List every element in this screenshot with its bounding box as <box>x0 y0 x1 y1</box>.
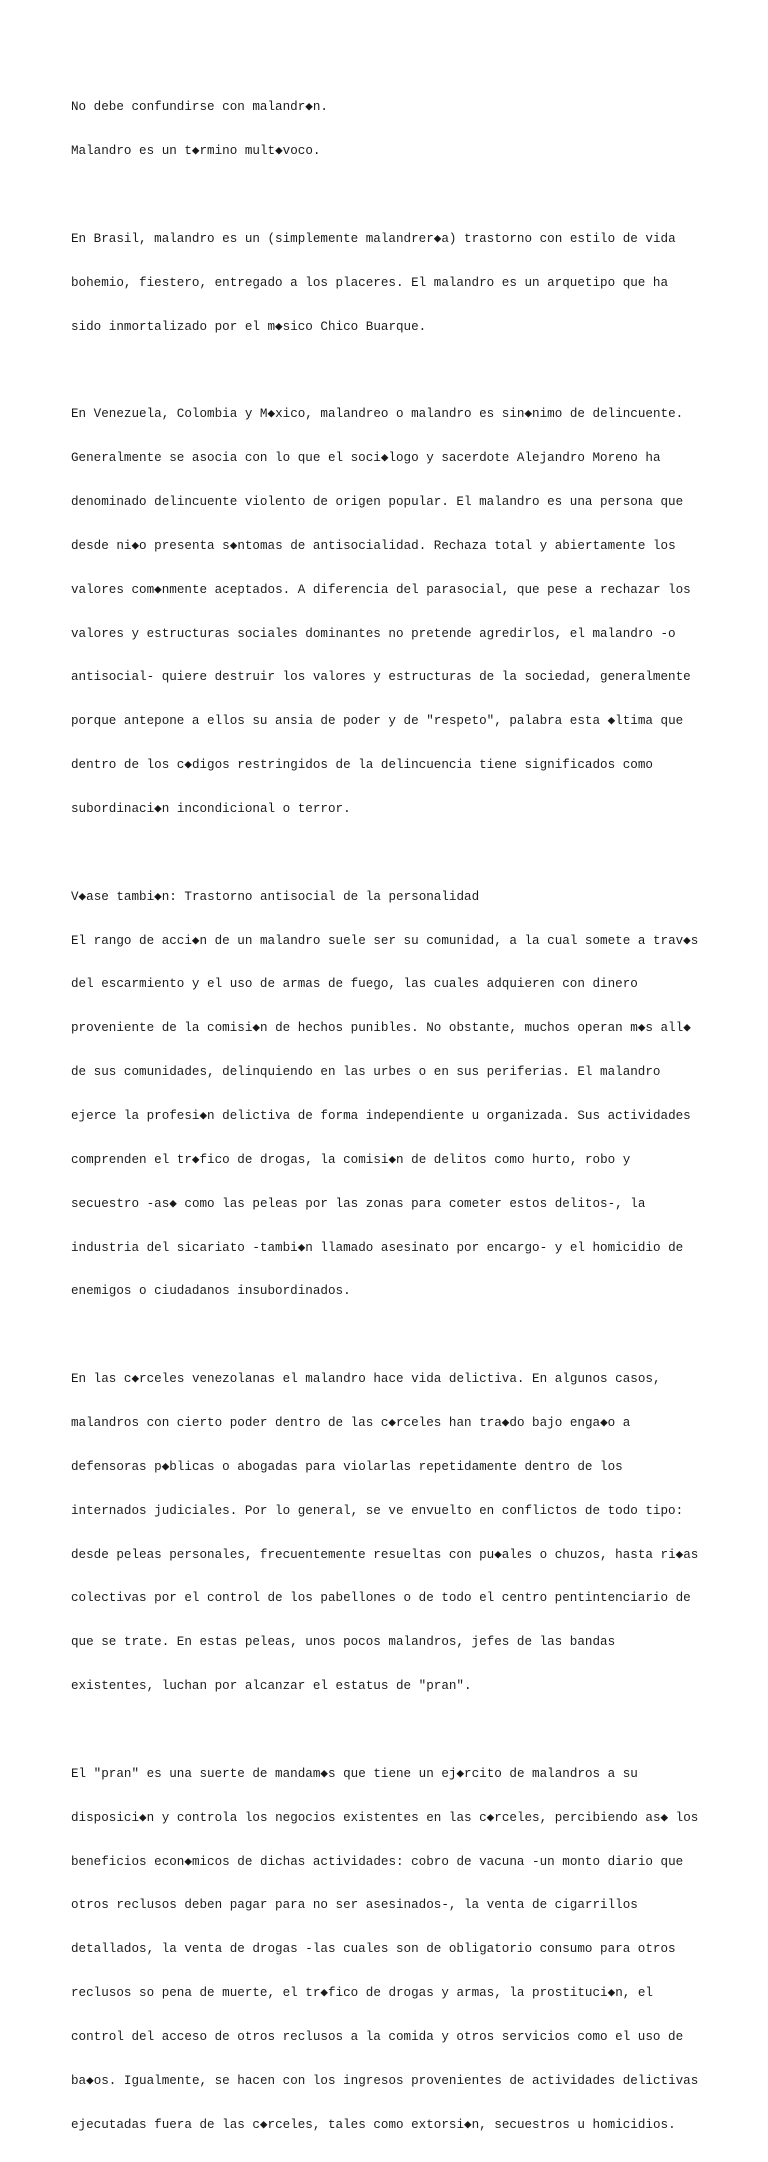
text-line: En Brasil, malandro es un (simplemente malandrer◆a) trastorno con estilo de vida <box>71 231 676 246</box>
text-line: En Venezuela, Colombia y M◆xico, malandreo o malandro es sin◆nimo de delincuente. <box>71 407 684 422</box>
text-line: desde peleas personales, frecuentemente resueltas con pu◆ales o chuzos, hasta ri◆as <box>71 1547 699 1562</box>
text-line: defensoras p◆blicas o abogadas para violarlas repetidamente dentro de los <box>71 1459 623 1474</box>
text-line: ejecutadas fuera de las c◆rceles, tales como extorsi◆n, secuestros u homicidios. <box>71 2117 676 2132</box>
text-line: Generalmente se asocia con lo que el soci◆logo y sacerdote Alejandro Moreno ha <box>71 451 661 466</box>
text-line: El "pran" es una suerte de mandam◆s que tiene un ej◆rcito de malandros a su <box>71 1766 638 1781</box>
text-line: comprenden el tr◆fico de drogas, la comisi◆n de delitos como hurto, robo y <box>71 1152 631 1167</box>
paragraph <box>71 1738 761 2162</box>
text-line: No debe confundirse con malandr◆n. <box>71 100 328 115</box>
text-line: porque antepone a ellos su ansia de poder y de "respeto", palabra esta ◆ltima que <box>71 714 684 729</box>
text-line: proveniente de la comisi◆n de hechos punibles. No obstante, muchos operan m◆s all◆ <box>71 1021 691 1036</box>
text-line: En las c◆rceles venezolanas el malandro hace vida delictiva. En algunos casos, <box>71 1372 661 1387</box>
text-line: del escarmiento y el uso de armas de fuego, las cuales adquieren con dinero <box>71 977 638 992</box>
text-line: bohemio, fiestero, entregado a los placeres. El malandro es un arquetipo que ha <box>71 275 669 290</box>
text-line: reclusos so pena de muerte, el tr◆fico de drogas y armas, la prostituci◆n, el <box>71 1986 653 2001</box>
text-line: El rango de acci◆n de un malandro suele ser su comunidad, a la cual somete a trav◆s <box>71 933 699 948</box>
text-line: valores y estructuras sociales dominantes no pretende agredirlos, el malandro -o <box>71 626 676 641</box>
text-line: beneficios econ◆micos de dichas actividades: cobro de vacuna -un monto diario que <box>71 1854 684 1869</box>
text-line: antisocial- quiere destruir los valores y estructuras de la sociedad, generalmente <box>71 670 691 685</box>
paragraph <box>71 378 761 846</box>
text-line: ejerce la profesi◆n delictiva de forma independiente u organizada. Sus actividades <box>71 1109 691 1124</box>
text-line: malandros con cierto poder dentro de las c◆rceles han tra◆do bajo enga◆o a <box>71 1416 631 1431</box>
text-line: existentes, luchan por alcanzar el estatus de "pran". <box>71 1679 472 1694</box>
text-line: V◆ase tambi◆n: Trastorno antisocial de la personalidad <box>71 889 480 904</box>
text-line: secuestro -as◆ como las peleas por las zonas para cometer estos delitos-, la <box>71 1196 646 1211</box>
text-line: control del acceso de otros reclusos a la comida y otros servicios como el uso de <box>71 2030 684 2045</box>
text-line: denominado delincuente violento de origen popular. El malandro es una persona que <box>71 494 684 509</box>
paragraph <box>71 71 761 188</box>
document-body <box>71 71 761 2162</box>
text-line: subordinaci◆n incondicional o terror. <box>71 802 351 816</box>
text-line: desde ni◆o presenta s◆ntomas de antisocialidad. Rechaza total y abiertamente los <box>71 538 676 553</box>
paragraph <box>71 860 761 1328</box>
paragraph <box>71 203 761 364</box>
text-line: sido inmortalizado por el m◆sico Chico Buarque. <box>71 319 427 334</box>
paragraph <box>71 1343 761 1723</box>
text-line: enemigos o ciudadanos insubordinados. <box>71 1284 351 1299</box>
text-line: otros reclusos deben pagar para no ser asesinados-, la venta de cigarrillos <box>71 1898 638 1913</box>
text-line: Malandro es un t◆rmino mult◆voco. <box>71 144 321 159</box>
text-line: colectivas por el control de los pabellones o de todo el centro pentintenciario de <box>71 1591 691 1606</box>
text-line: valores com◆nmente aceptados. A diferencia del parasocial, que pese a rechazar los <box>71 582 691 597</box>
text-line: que se trate. En estas peleas, unos pocos malandros, jefes de las bandas <box>71 1635 616 1650</box>
text-line: dentro de los c◆digos restringidos de la delincuencia tiene significados como <box>71 758 653 773</box>
text-line: industria del sicariato -tambi◆n llamado asesinato por encargo- y el homicidio de <box>71 1240 684 1255</box>
text-line: ba◆os. Igualmente, se hacen con los ingresos provenientes de actividades delictivas <box>71 2073 699 2088</box>
text-line: disposici◆n y controla los negocios existentes en las c◆rceles, percibiendo as◆ los <box>71 1810 699 1825</box>
text-line: de sus comunidades, delinquiendo en las urbes o en sus periferias. El malandro <box>71 1065 661 1080</box>
text-line: detallados, la venta de drogas -las cuales son de obligatorio consumo para otros <box>71 1942 676 1957</box>
text-line: internados judiciales. Por lo general, se ve envuelto en conflictos de todo tipo: <box>71 1503 684 1518</box>
